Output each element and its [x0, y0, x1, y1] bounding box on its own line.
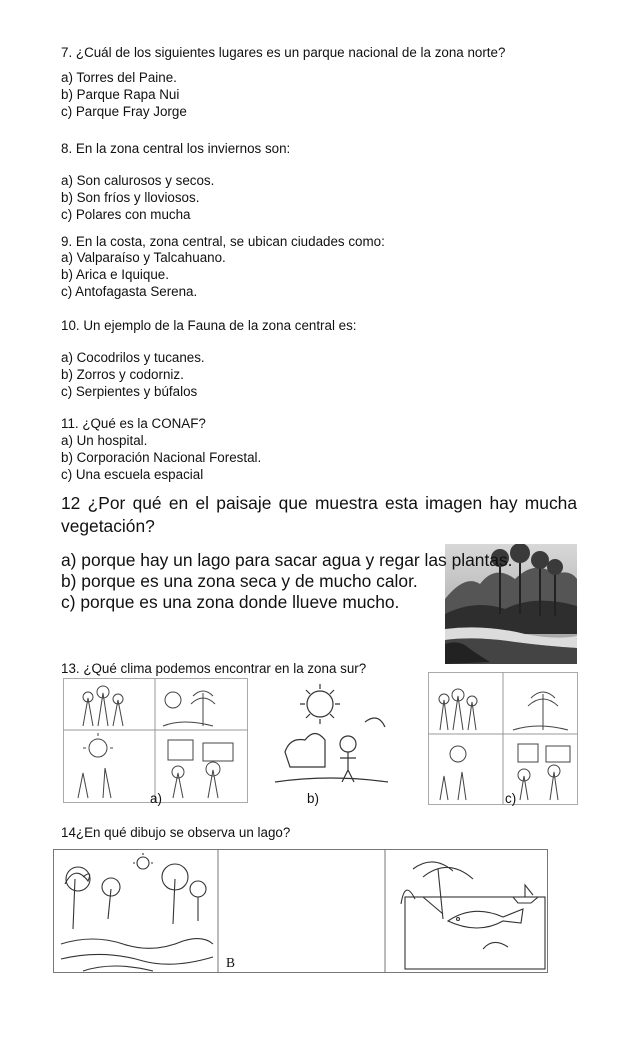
question-11: 11. ¿Qué es la CONAF? — [61, 416, 206, 431]
climate-grid-drawing-a — [63, 678, 248, 803]
q11-option-b: b) Corporación Nacional Forestal. — [61, 450, 262, 465]
q12-option-b: b) porque es una zona seca y de mucho calor. — [61, 571, 418, 591]
q7-option-c: c) Parque Fray Jorge — [61, 104, 187, 119]
q13-label-a: a) — [150, 791, 162, 806]
q14-drawing-table — [53, 849, 548, 973]
q11-option-a: a) Un hospital. — [61, 433, 148, 448]
question-7: 7. ¿Cuál de los siguientes lugares es un parque nacional de la zona norte? — [61, 45, 506, 60]
question-10: 10. Un ejemplo de la Fauna de la zona central es: — [61, 318, 357, 333]
q7-option-b: b) Parque Rapa Nui — [61, 87, 180, 102]
q10-option-b: b) Zorros y codorniz. — [61, 367, 184, 382]
q9-option-c: c) Antofagasta Serena. — [61, 284, 198, 299]
q9-option-a: a) Valparaíso y Talcahuano. — [61, 250, 226, 265]
q8-option-b: b) Son fríos y lloviosos. — [61, 190, 200, 205]
climate-grid-drawing-c — [428, 672, 578, 805]
question-13: 13. ¿Qué clima podemos encontrar en la zona sur? — [61, 661, 367, 676]
q11-option-c: c) Una escuela espacial — [61, 467, 204, 482]
q8-option-a: a) Son calurosos y secos. — [61, 173, 215, 188]
q7-option-a: a) Torres del Paine. — [61, 70, 177, 85]
sun-children-drawing-b — [270, 682, 392, 790]
q12-option-c: c) porque es una zona donde llueve mucho. — [61, 592, 400, 612]
question-12: 12 ¿Por qué en el paisaje que muestra esta imagen hay mucha vegetación? — [61, 493, 577, 536]
q9-option-b: b) Arica e Iquique. — [61, 267, 169, 282]
question-8: 8. En la zona central los inviernos son: — [61, 141, 291, 156]
q14-cell-b-label: B — [226, 955, 236, 970]
q13-label-b: b) — [307, 791, 319, 806]
q13-label-c: c) — [505, 791, 517, 806]
q12-option-a: a) porque hay un lago para sacar agua y regar las plantas. — [61, 550, 513, 570]
question-14: 14¿En qué dibujo se observa un lago? — [61, 825, 291, 840]
q10-option-a: a) Cocodrilos y tucanes. — [61, 350, 205, 365]
q8-option-c: c) Polares con mucha — [61, 207, 191, 222]
q10-option-c: c) Serpientes y búfalos — [61, 384, 198, 399]
question-9: 9. En la costa, zona central, se ubican ciudades como: — [61, 234, 385, 249]
